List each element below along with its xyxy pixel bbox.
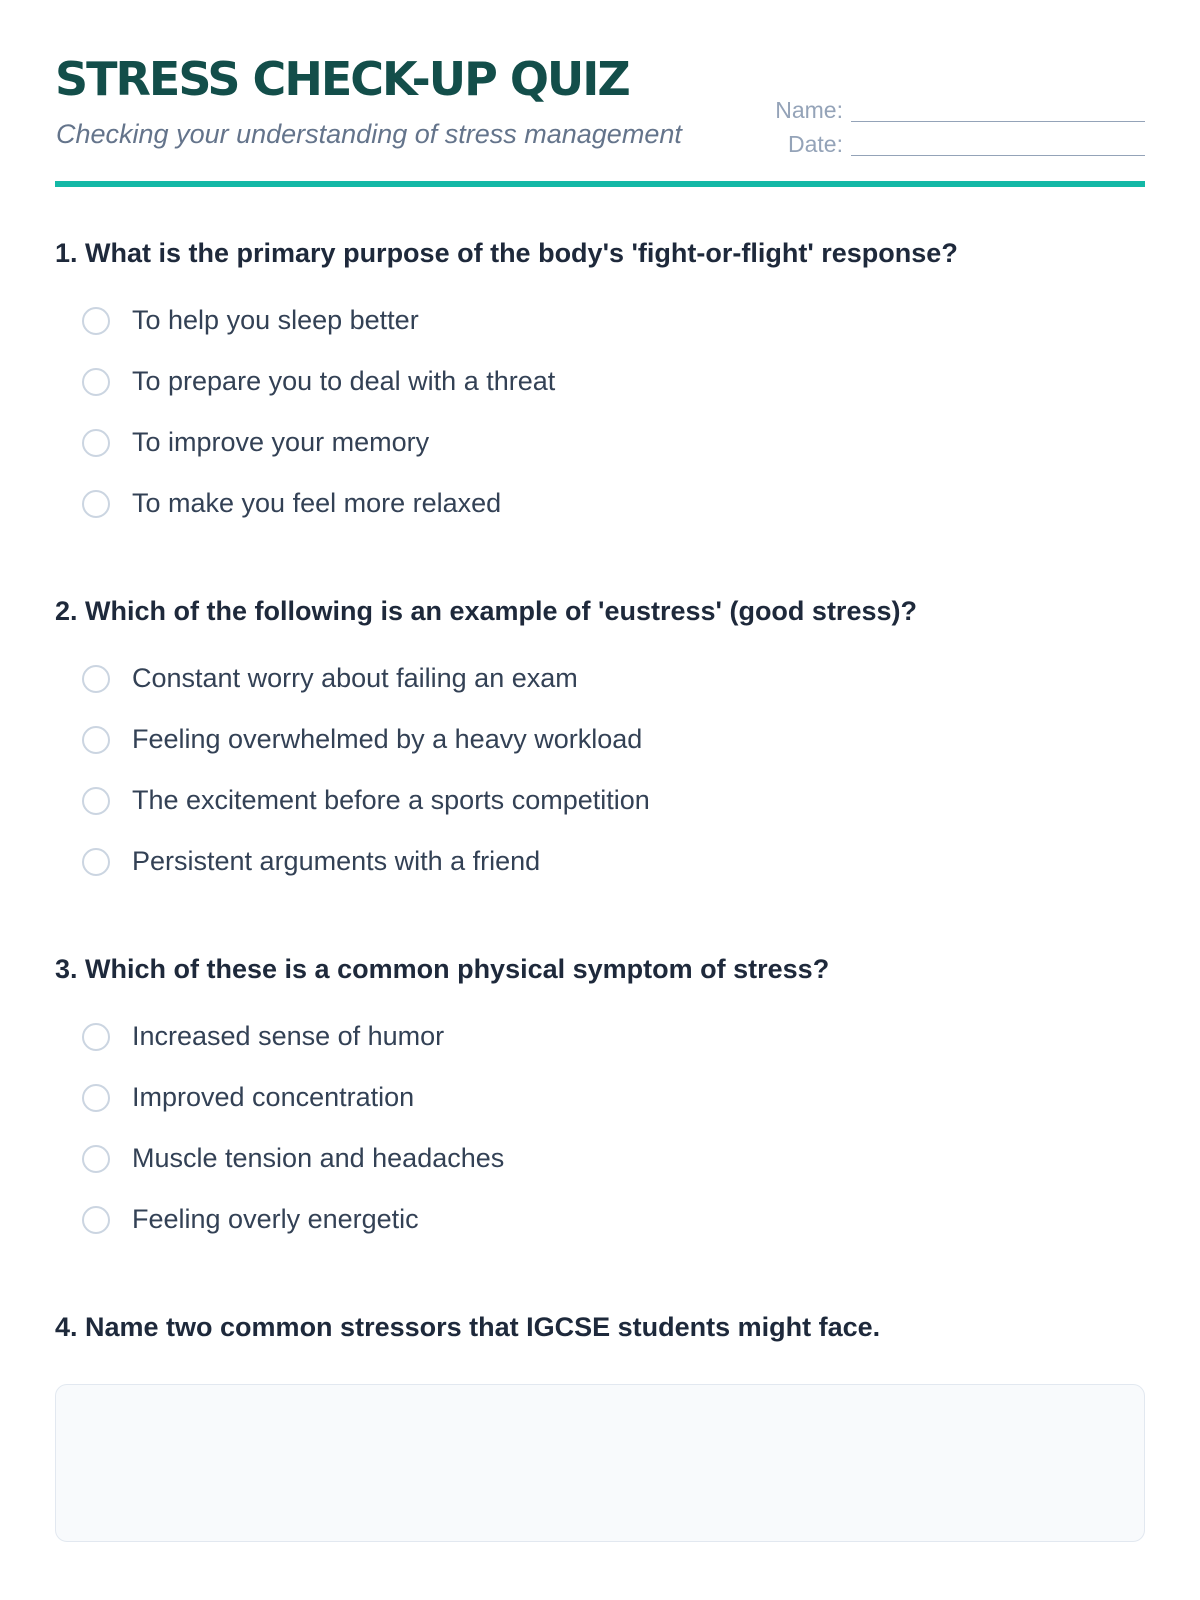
option-item[interactable] <box>55 1067 1145 1128</box>
option-item[interactable] <box>55 351 1145 412</box>
answer-textarea[interactable] <box>55 1384 1145 1542</box>
question-text: 2. Which of the following is an example of 'eustress' (good stress)? <box>55 596 917 626</box>
header-divider <box>55 181 1145 187</box>
question-text: 4. Name two common stressors that IGCSE students might face. <box>55 1312 881 1342</box>
options-list <box>55 1006 1145 1250</box>
page-title: STRESS CHECK-UP QUIZ <box>55 52 629 106</box>
date-row <box>770 122 1145 156</box>
option-item[interactable] <box>55 412 1145 473</box>
option-label: Persistent arguments with a friend <box>132 846 541 877</box>
radio-button[interactable] <box>82 490 110 518</box>
option-item[interactable] <box>55 1189 1145 1250</box>
option-item[interactable] <box>55 709 1145 770</box>
radio-button[interactable] <box>82 429 110 457</box>
option-label: To prepare you to deal with a threat <box>132 366 556 397</box>
radio-button[interactable] <box>82 1206 110 1234</box>
option-label: Increased sense of humor <box>132 1021 445 1052</box>
radio-button[interactable] <box>82 1084 110 1112</box>
option-item[interactable] <box>55 831 1145 892</box>
date-line[interactable] <box>851 154 1145 156</box>
date-label: Date: <box>788 131 843 157</box>
option-label: To help you sleep better <box>132 305 419 336</box>
radio-button[interactable] <box>82 665 110 693</box>
option-item[interactable] <box>55 1128 1145 1189</box>
radio-button[interactable] <box>82 787 110 815</box>
option-label: To make you feel more relaxed <box>132 488 502 519</box>
radio-button[interactable] <box>82 726 110 754</box>
student-info <box>770 88 1145 156</box>
options-list <box>55 290 1145 534</box>
option-label: Constant worry about failing an exam <box>132 663 578 694</box>
radio-button[interactable] <box>82 848 110 876</box>
question-text: 3. Which of these is a common physical symptom of stress? <box>55 954 830 984</box>
radio-button[interactable] <box>82 307 110 335</box>
page-subtitle: Checking your understanding of stress management <box>56 119 682 149</box>
option-label: Improved concentration <box>132 1082 415 1113</box>
question-1 <box>55 237 1145 534</box>
name-row <box>770 88 1145 122</box>
name-line[interactable] <box>851 120 1145 122</box>
question-4 <box>55 1311 1145 1343</box>
question-2 <box>55 595 1145 892</box>
question-3 <box>55 953 1145 1250</box>
option-item[interactable] <box>55 770 1145 831</box>
question-text: 1. What is the primary purpose of the body's 'fight-or-flight' response? <box>55 238 958 268</box>
radio-button[interactable] <box>82 1145 110 1173</box>
option-item[interactable] <box>55 290 1145 351</box>
options-list <box>55 648 1145 892</box>
name-label: Name: <box>775 97 843 123</box>
option-item[interactable] <box>55 648 1145 709</box>
option-label: Feeling overly energetic <box>132 1204 419 1235</box>
option-label: The excitement before a sports competition <box>132 785 650 816</box>
quiz-header <box>55 0 1145 188</box>
option-item[interactable] <box>55 1006 1145 1067</box>
option-label: Feeling overwhelmed by a heavy workload <box>132 724 643 755</box>
option-label: Muscle tension and headaches <box>132 1143 505 1174</box>
option-label: To improve your memory <box>132 427 430 458</box>
option-item[interactable] <box>55 473 1145 534</box>
radio-button[interactable] <box>82 1023 110 1051</box>
radio-button[interactable] <box>82 368 110 396</box>
